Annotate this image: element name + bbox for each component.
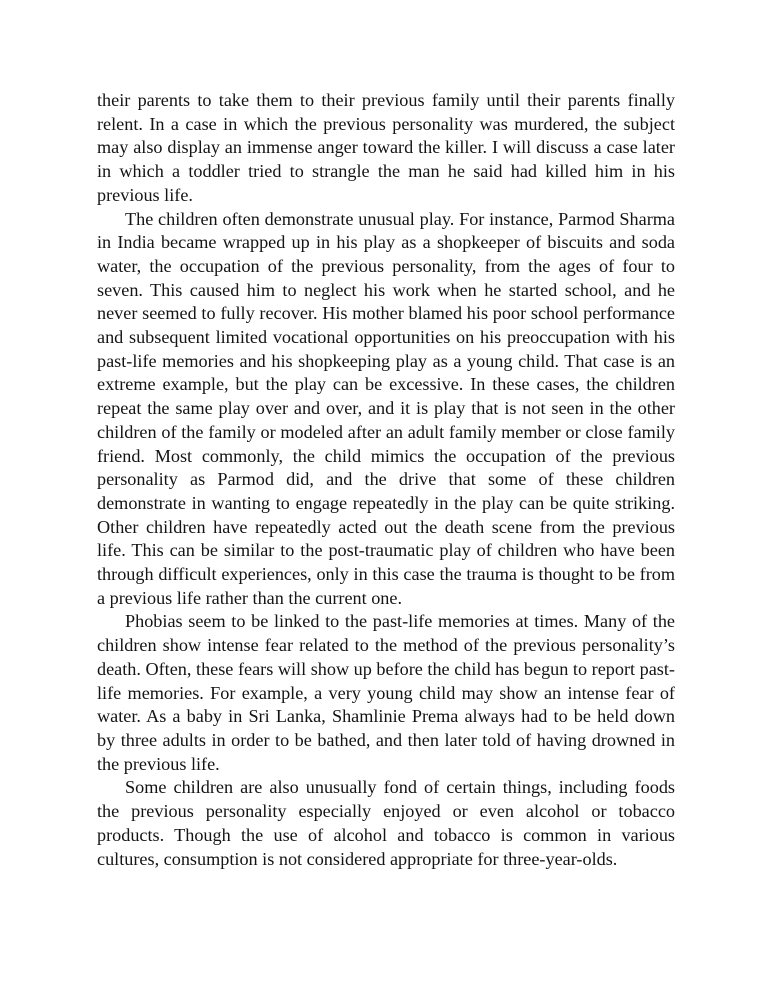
paragraph-4: Some children are also unusually fond of certain things, including foods the previous personality especially enjoyed or even alcohol or tobacco products. Though the use of alcohol and tobacco is common in various cultures, consumption is not considered appropriate for three-year-olds. [97, 777, 675, 869]
paragraph-3: Phobias seem to be linked to the past-life memories at times. Many of the children show intense fear related to the method of the previous personality’s death. Often, these fears will show up before the child has begun to report past-life memories. For example, a very young child may show an intense fear of water. As a baby in Sri Lanka, Shamlinie Prema always had to be held down by three adults in order to be bathed, and then later told of having drowned in the previous life. [97, 611, 675, 774]
paragraph-2: The children often demonstrate unusual play. For instance, Parmod Sharma in India became wrapped up in his play as a shopkeeper of biscuits and soda water, the occupation of the previous personality, from the ages of four to seven. This caused him to neglect his work when he started school, and he never seemed to fully recover. His mother blamed his poor school performance and subsequent limited vocational opportunities on his preoccupation with his past-life memories and his shopkeeping play as a young child. That case is an extreme example, but the play can be excessive. In these cases, the children repeat the same play over and over, and it is play that is not seen in the other children of the family or modeled after an adult family member or close family friend. Most commonly, the child mimics the occupation of the previous personality as Parmod did, and the drive that some of these children demonstrate in wanting to engage repeatedly in the play can be quite striking. Other children have repeatedly acted out the death scene from the previous life. This can be similar to the post-traumatic play of children who have been through difficult experiences, only in this case the trauma is thought to be from a previous life rather than the current one. [97, 208, 675, 608]
page-body [97, 89, 675, 871]
paragraph-1: their parents to take them to their previous family until their parents finally relent. In a case in which the previous personality was murdered, the subject may also display an immense anger toward the killer. I will discuss a case later in which a toddler tried to strangle the man he said had killed him in his previous life. [97, 90, 675, 205]
